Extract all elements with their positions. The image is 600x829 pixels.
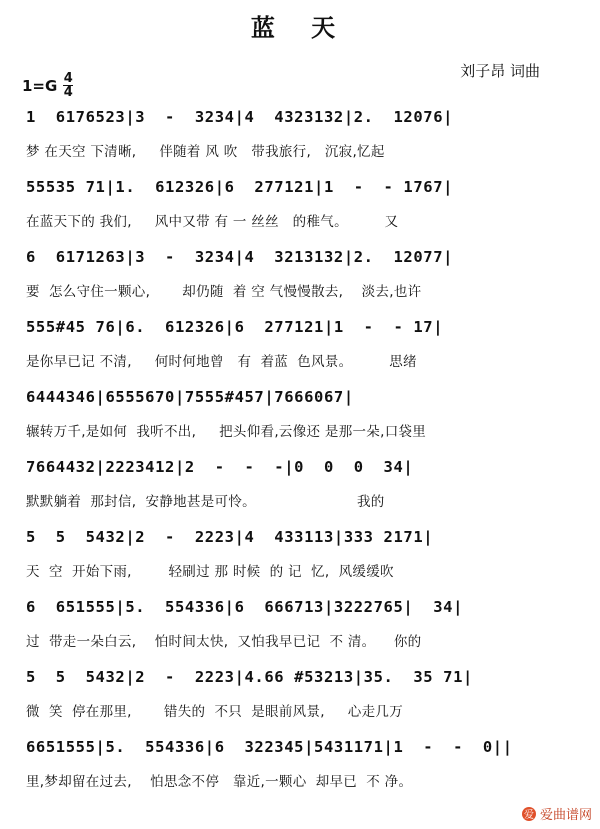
score-row — [0, 528, 600, 598]
note-line: 6 651555|5. 554336|6 666713|3222765| 34| — [26, 598, 463, 616]
note-line: 7664432|2223412|2 - - -|0 0 0 34| — [26, 458, 414, 476]
site-logo-icon: 爱 — [522, 807, 536, 821]
song-title: 蓝 天 — [250, 13, 350, 42]
score-row — [0, 318, 600, 388]
lyric-line: 里,梦却留在过去, 怕思念不停 靠近,一颗心 却早已 不 净。 — [26, 774, 413, 790]
note-line: 555#45 76|6. 612326|6 277121|1 - - 17| — [26, 318, 444, 336]
score-row — [0, 248, 600, 318]
score-row — [0, 108, 600, 178]
lyric-line: 在蓝天下的 我们, 风中又带 有 一 丝丝 的稚气。 又 — [26, 214, 399, 230]
lyric-line: 要 怎么守住一颗心, 却仍随 着 空 气慢慢散去, 淡去,也许 — [26, 284, 422, 300]
lyric-line: 天 空 开始下雨, 轻刷过 那 时候 的 记 忆, 风缓缓吹 — [26, 564, 394, 580]
lyric-line: 是你早已记 不清, 何时何地曾 有 着蓝 色风景。 思绪 — [26, 354, 417, 370]
note-line: 55535 71|1. 612326|6 277121|1 - - 1767| — [26, 178, 454, 196]
lyric-line: 默默躺着 那封信, 安静地甚是可怜。 我的 — [26, 494, 385, 510]
note-line: 1 6176523|3 - 3234|4 4323132|2. 12076| — [26, 108, 454, 126]
lyric-line: 微 笑 停在那里, 错失的 不只 是眼前风景, 心走几万 — [26, 704, 404, 720]
lyric-line: 梦 在天空 下清晰, 伴随着 风 吹 带我旅行, 沉寂,忆起 — [26, 144, 385, 160]
site-name: 爱曲谱网 — [539, 808, 592, 823]
score-row — [0, 178, 600, 248]
time-top: 4 — [63, 71, 73, 86]
note-line: 6444346|6555670|7555#457|7666067| — [26, 388, 354, 406]
lyric-line: 过 带走一朵白云, 怕时间太快, 又怕我早已记 不 清。 你的 — [26, 634, 422, 650]
score-row — [0, 738, 600, 808]
credit-line: 刘子昂 词曲 — [460, 62, 540, 80]
score-row — [0, 458, 600, 528]
key-label: 1=G — [22, 76, 58, 95]
note-line: 5 5 5432|2 - 2223|4 433113|333 2171| — [26, 528, 434, 546]
lyric-line: 辗转万千,是如何 我听不出, 把头仰看,云像还 是那一朵,口袋里 — [26, 424, 427, 440]
score-row — [0, 598, 600, 668]
time-signature — [63, 72, 73, 99]
note-line: 6 6171263|3 - 3234|4 3213132|2. 12077| — [26, 248, 454, 266]
note-line: 5 5 5432|2 - 2223|4.66 #53213|35. 35 71| — [26, 668, 473, 686]
note-line: 6651555|5. 554336|6 322345|5431171|1 - - 0|| — [26, 738, 513, 756]
site-watermark — [522, 804, 592, 823]
key-signature — [22, 72, 73, 99]
score-row — [0, 388, 600, 458]
score-row — [0, 668, 600, 738]
time-bottom: 4 — [63, 85, 73, 100]
